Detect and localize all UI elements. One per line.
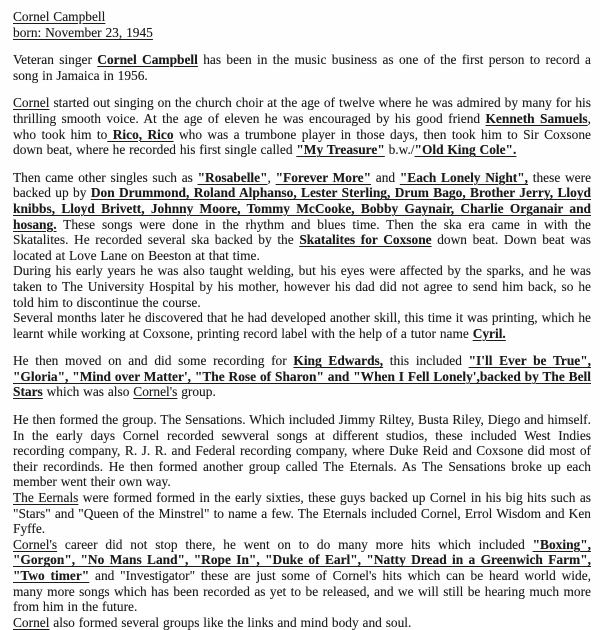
emphasis-run: Cornel Campbell: [13, 9, 106, 24]
text-run: He then formed the group. The Sensations. Which included Jimmy Riltey, Busta Riley, Diego and himself. In the early days Cornel recorded sewveral songs at different studios, these included West Indies recording company, R. J. R. and Federal recording company, where Duke Reid and Coxsone did most of their recordinds. He then formed another group called The Eternals. As The Sensations broke up each member went their own way.: [13, 412, 591, 490]
text-run: these were backed up by: [13, 169, 592, 201]
para-singles-ska: [13, 170, 591, 264]
para-intro: [13, 52, 591, 83]
text-run: and "Investigator" these are just some of Cornel's hits which can be heard world wide, many more songs which has been recorded as yet to be released, and we will still be hearing much more from him in the future.: [13, 568, 591, 615]
emphasis-run: The Eernals: [13, 490, 79, 506]
text-run: also formed several groups like the links and mind body and soul.: [49, 614, 412, 630]
text-run: group.: [177, 384, 216, 400]
text-run: which was also: [42, 384, 134, 400]
emphasis-run: Cornel: [13, 614, 50, 630]
text-run: b.w./: [384, 142, 415, 158]
text-run: down beat. Down beat was located at Love Lane on Beeston at that time.: [13, 232, 591, 263]
emphasis-run: "Rosabelle": [197, 169, 268, 185]
emphasis-run: "Forever More": [275, 169, 372, 185]
emphasis-run: Don Drummond, Roland Alphanso, Lester Sterling, Drum Bago, Brother Jerry, Lloyd knibbs, Lloyd Brivett, Johnny Moore, Tommy McCooke, Bobby Gaynair, Charlie Organair and hosang.: [13, 185, 591, 232]
text-run: started out singing on the church choir at the age of twelve where he was admired by many for his thrilling smooth voice. At the age of eleven he was encouraged by his good friend: [13, 95, 591, 126]
emphasis-run: born: November 23, 1945: [13, 24, 153, 40]
para-other-groups: [13, 615, 591, 630]
text-run: and: [371, 169, 400, 185]
emphasis-run: Cyril.: [472, 325, 506, 341]
emphasis-run: "I'll Ever be True", "Gloria", "Mind over Matter', "The Rose of Sharon" and "When I Fell Lonely',backed by The Bell Stars: [13, 353, 591, 400]
para-printing: [13, 310, 591, 341]
para-welding: [13, 263, 591, 310]
text-run: Several months later he discovered that he had developed another skill, this time it was printing, which he learnt while working at Coxsone, printing record label with the help of a tutor name: [13, 310, 591, 341]
para-later-hits: [13, 537, 591, 615]
text-run: this included: [383, 353, 469, 369]
emphasis-run: "Each Lonely Night",: [399, 169, 529, 185]
para-sensations: [13, 412, 591, 490]
emphasis-run: Skatalites for Coxsone: [299, 232, 432, 248]
emphasis-run: Kenneth Samuels: [485, 110, 588, 126]
text-run: Veteran singer: [13, 52, 98, 68]
para-eternals: [13, 490, 591, 537]
emphasis-run: "Old King Cole".: [414, 142, 517, 158]
text-run: These songs were done in the rhythm and blues time. Then the ska era came in with the Skatalites. He recorded several ska backed by the: [13, 216, 591, 248]
emphasis-run: Cornel's: [13, 536, 58, 552]
text-run: career did not stop there, he went on to do many more hits which included: [57, 536, 533, 552]
para-king-edwards: [13, 353, 591, 400]
emphasis-run: Rico, Rico: [107, 126, 174, 142]
text-run: were formed formed in the early sixties, these guys backed up Cornel in his big hits such as "Stars" and "Queen of the Minstrel" to name a few. The Eternals included Cornel, Errol Wisdom and Ken Fyffe.: [13, 490, 591, 537]
text-run: He then moved on and did some recording for: [13, 353, 294, 369]
text-run: ,: [267, 169, 276, 185]
text-run: who was a trumbone player in those days, then took him to Sir Coxsone down beat, where he recorded his first single called: [13, 126, 591, 158]
emphasis-run: King Edwards,: [293, 353, 384, 369]
text-run: During his early years he was also taught welding, but his eyes were affected by the sparks, and he was taken to The University Hospital by his mother, however his dad did not agree to send him back, so he told him to discontinue the course.: [13, 263, 591, 310]
emphasis-run: Cornel Campbell: [97, 52, 198, 68]
emphasis-run: "Boxing", "Gorgon", "No Mans Land", "Rope In", "Duke of Earl", "Natty Dread in a Greenwich Farm", "Two timer": [13, 536, 591, 583]
text-run: , who took him to: [13, 110, 591, 142]
emphasis-run: "My Treasure": [296, 142, 385, 158]
emphasis-run: Cornel's: [133, 384, 178, 400]
doc-birthdate: [13, 25, 591, 41]
emphasis-run: Cornel: [13, 95, 50, 111]
text-run: Then came other singles such as: [13, 169, 198, 185]
text-run: has been in the music business as one of the first person to record a song in Jamaica in 1956.: [13, 52, 592, 83]
para-early-years: [13, 95, 591, 157]
doc-title: [13, 9, 591, 25]
